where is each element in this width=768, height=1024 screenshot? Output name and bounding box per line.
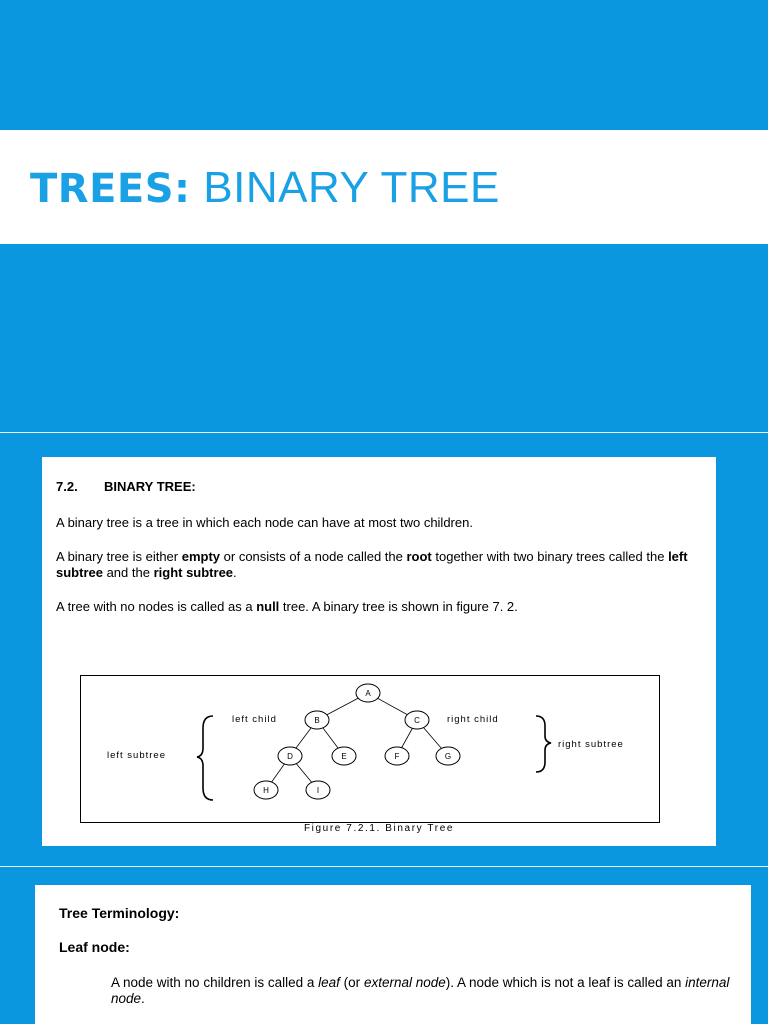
figure-caption: Figure 7.2.1. Binary Tree: [303, 823, 455, 834]
binary-tree-figure: [80, 675, 660, 823]
title-light: BINARY TREE: [203, 163, 500, 212]
label-left-subtree: left subtree: [107, 750, 166, 761]
divider: [0, 432, 768, 433]
section-title: BINARY TREE:: [104, 479, 196, 494]
tree-node-i: [306, 781, 330, 799]
label-right-subtree: right subtree: [558, 739, 624, 750]
document-page-1: [42, 457, 716, 846]
svg-text:B: B: [314, 716, 320, 725]
tree-node-f: [385, 747, 409, 765]
tree-node-a: [356, 684, 380, 702]
paragraph-2: A binary tree is either empty or consists of a node called the root together with two binary trees called the left subtree and the right subtree.: [56, 549, 688, 580]
binary-tree-diagram: [81, 676, 661, 824]
svg-text:F: F: [394, 752, 400, 761]
right-brace: [536, 716, 551, 772]
tree-node-c: [405, 711, 429, 729]
left-brace: [197, 716, 213, 800]
tree-node-d: [278, 747, 302, 765]
svg-text:H: H: [263, 786, 269, 795]
divider: [0, 866, 768, 867]
svg-text:D: D: [287, 752, 293, 761]
page-title: [30, 163, 500, 214]
leaf-node-text: A node with no children is called a leaf (or external node). A node which is not a leaf is called an internal node.: [111, 975, 730, 1006]
leaf-node-heading: Leaf node:: [59, 939, 130, 955]
svg-text:I: I: [316, 786, 320, 795]
document-page-2: [35, 885, 751, 1024]
tree-node-g: [436, 747, 460, 765]
terminology-heading: Tree Terminology:: [59, 905, 180, 921]
label-right-child: right child: [447, 714, 499, 725]
svg-text:E: E: [341, 752, 347, 761]
tree-node-e: [332, 747, 356, 765]
section-heading: [56, 479, 196, 494]
paragraph-1: A binary tree is a tree in which each node can have at most two children.: [56, 515, 473, 530]
label-left-child: left child: [232, 714, 277, 725]
title-bold: TREES:: [30, 166, 191, 212]
svg-text:C: C: [414, 716, 420, 725]
tree-node-h: [254, 781, 278, 799]
svg-text:A: A: [365, 689, 371, 698]
paragraph-3: A tree with no nodes is called as a null tree. A binary tree is shown in figure 7. 2.: [56, 599, 518, 614]
section-number: 7.2.: [56, 479, 78, 494]
tree-node-b: [305, 711, 329, 729]
svg-text:G: G: [444, 752, 452, 761]
